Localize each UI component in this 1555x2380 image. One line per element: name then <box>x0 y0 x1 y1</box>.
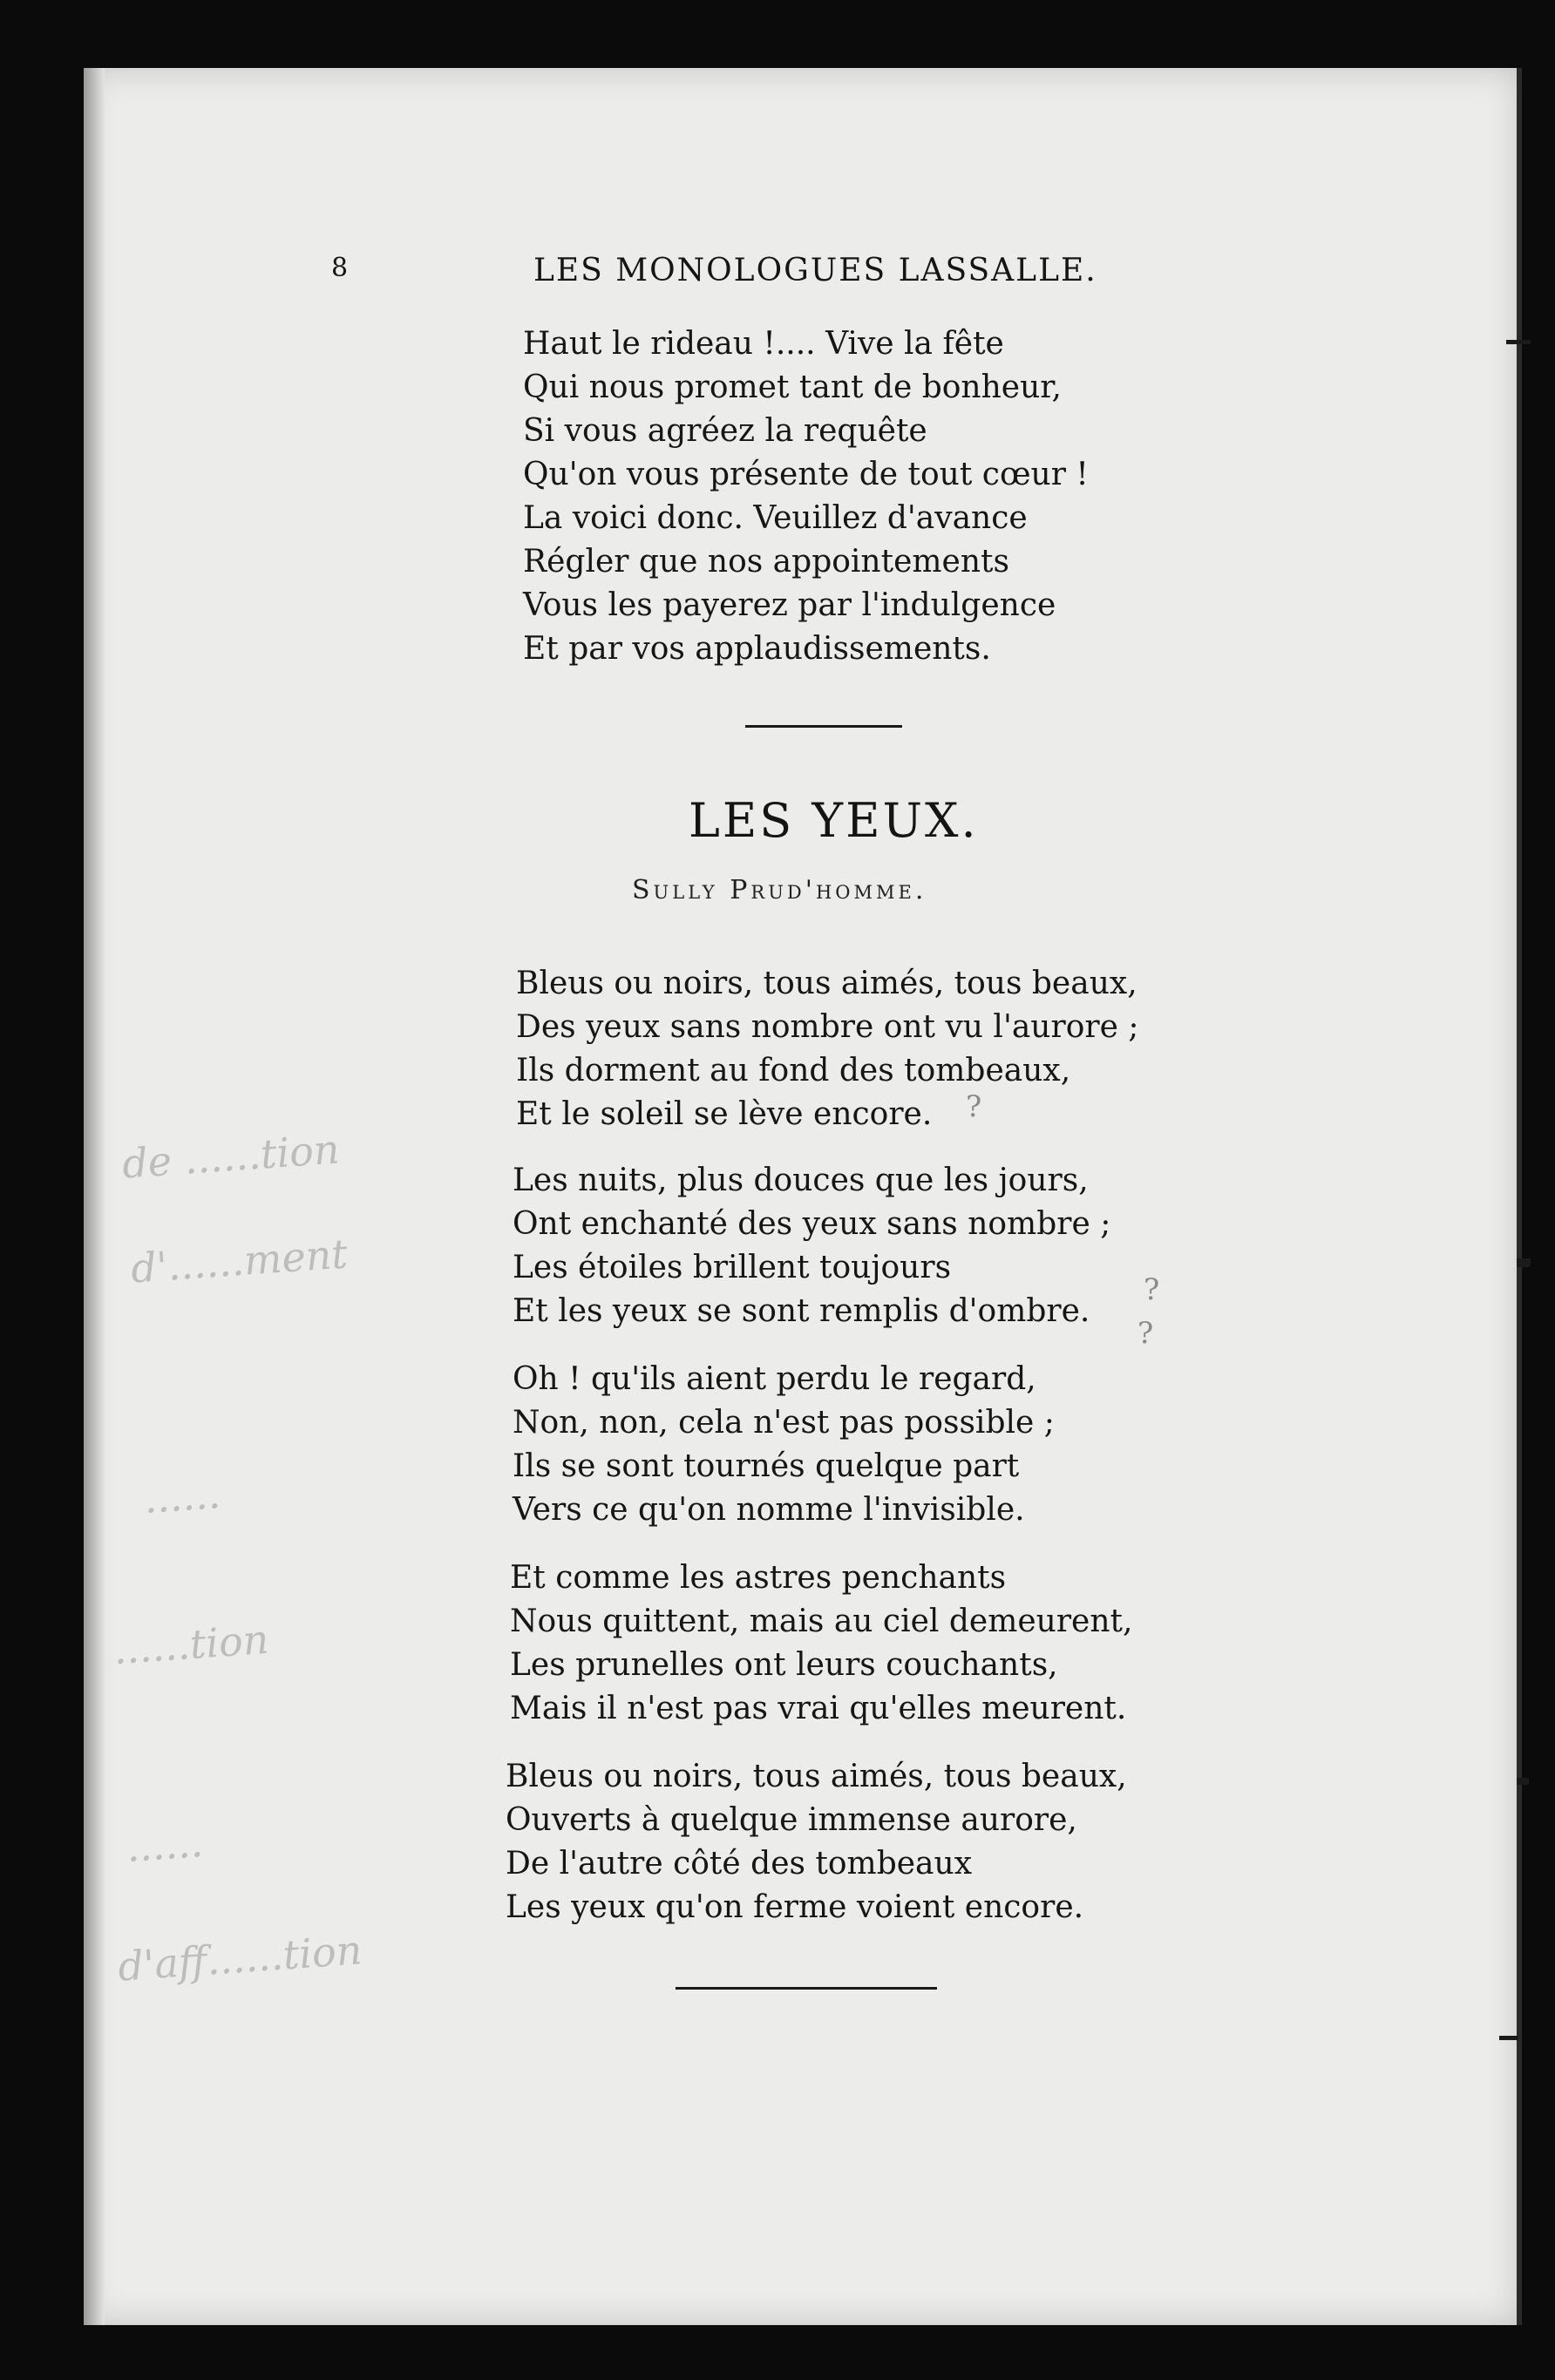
poem-stanza <box>513 1358 1192 1532</box>
edge-mark <box>1506 340 1531 344</box>
verse-line: La voici donc. Veuillez d'avance <box>523 500 1028 536</box>
verse-line: Ils se sont tournés quelque part <box>513 1448 1020 1484</box>
verse-line: Haut le rideau !.... Vive la fête <box>523 326 1004 362</box>
margin-note: de ......tion <box>120 1125 342 1188</box>
verse-line: Ont enchanté des yeux sans nombre ; <box>513 1206 1111 1242</box>
verse-line: Non, non, cela n'est pas possible ; <box>513 1405 1055 1441</box>
margin-note: ...... <box>125 1819 205 1871</box>
poem-stanza <box>513 1159 1192 1333</box>
verse-line: Les étoiles brillent toujours <box>513 1250 952 1285</box>
margin-note: d'......ment <box>129 1230 350 1292</box>
prologue-stanza <box>523 322 1203 671</box>
poem-stanza <box>516 962 1196 1136</box>
verse-line: Qui nous promet tant de bonheur, <box>523 370 1062 405</box>
pencil-question-mark: ? <box>1137 1316 1154 1351</box>
verse-line: Et les yeux se sont remplis d'ombre. <box>513 1293 1090 1329</box>
pencil-question-mark: ? <box>1144 1272 1160 1307</box>
edge-mark <box>1517 1778 1529 1785</box>
verse-line: Mais il n'est pas vrai qu'elles meurent. <box>510 1691 1127 1726</box>
poem-stanza <box>506 1755 1185 1929</box>
verse-line: Les yeux qu'on ferme voient encore. <box>506 1889 1084 1925</box>
verse-line: Les prunelles ont leurs couchants, <box>510 1647 1058 1683</box>
margin-note: d'aff......tion <box>116 1926 363 1990</box>
verse-line: Bleus ou noirs, tous aimés, tous beaux, <box>506 1759 1127 1794</box>
verse-line: De l'autre côté des tombeaux <box>506 1846 972 1882</box>
verse-line: Régler que nos appointements <box>523 544 1009 580</box>
poem-stanza <box>510 1556 1190 1731</box>
margin-note: ...... <box>142 1470 222 1522</box>
verse-line: Vers ce qu'on nomme l'invisible. <box>513 1492 1025 1528</box>
verse-line: Vous les payerez par l'indulgence <box>523 587 1056 623</box>
verse-line: Ils dorment au fond des tombeaux, <box>516 1053 1071 1088</box>
verse-line: Qu'on vous présente de tout cœur ! <box>523 457 1089 492</box>
closing-divider <box>676 1987 937 1990</box>
page-gutter <box>84 68 105 2325</box>
section-divider <box>745 725 902 728</box>
verse-line: Nous quittent, mais au ciel demeurent, <box>510 1604 1133 1639</box>
verse-line: Et par vos applaudissements. <box>523 631 991 667</box>
verse-line: Oh ! qu'ils aient perdu le regard, <box>513 1361 1036 1397</box>
edge-mark <box>1499 2036 1518 2040</box>
verse-line: Les nuits, plus douces que les jours, <box>513 1163 1089 1198</box>
margin-note: ......tion <box>112 1615 270 1674</box>
poem-author: Sully Prud'homme. <box>632 875 927 905</box>
poem-title: LES YEUX. <box>689 793 979 848</box>
running-title: LES MONOLOGUES LASSALLE. <box>533 253 1097 288</box>
edge-mark <box>1517 1258 1531 1267</box>
page-right-edge <box>1517 68 1522 2325</box>
running-header <box>331 253 1203 296</box>
verse-line: Et comme les astres penchants <box>510 1560 1007 1596</box>
verse-line: Des yeux sans nombre ont vu l'aurore ; <box>516 1009 1139 1045</box>
verse-line: Bleus ou noirs, tous aimés, tous beaux, <box>516 966 1137 1001</box>
pencil-question-mark: ? <box>966 1089 982 1124</box>
page-number: 8 <box>331 253 349 283</box>
verse-line: Et le soleil se lève encore. <box>516 1096 933 1132</box>
verse-line: Si vous agréez la requête <box>523 413 927 449</box>
verse-line: Ouverts à quelque immense aurore, <box>506 1802 1077 1838</box>
